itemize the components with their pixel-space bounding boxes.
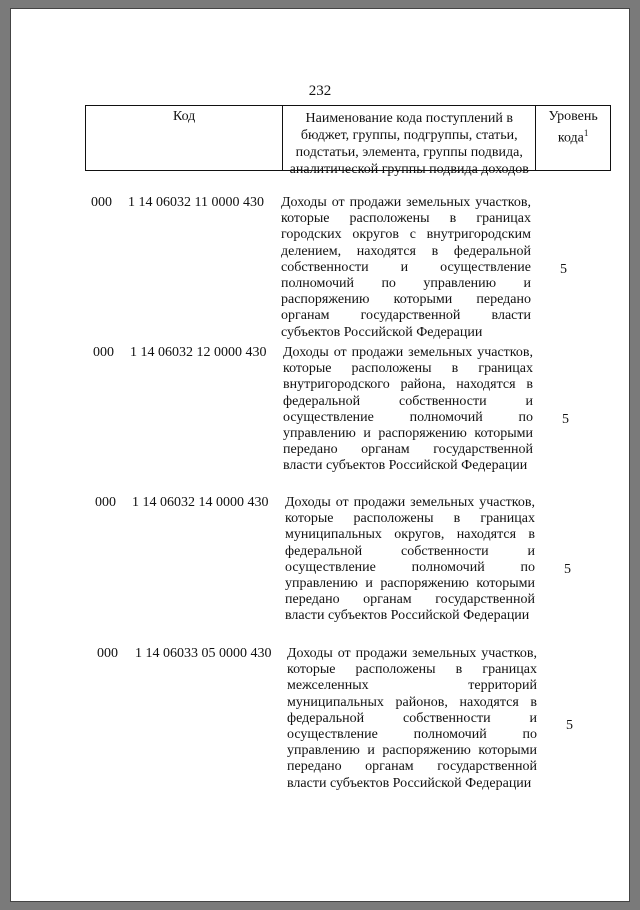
- header-level-footnote: 1: [583, 128, 589, 138]
- row-description: Доходы от продажи земельных участков, которые расположены в границах городских округов с внутригородским делением, находятся в федеральной собственности и осуществление полномочий по управлению и распоряжению которыми передано органам государственной власти субъектов Российской Федерации: [281, 195, 531, 340]
- row-admin-code: 000: [91, 195, 112, 210]
- row-income-code: 1 14 06032 14 0000 430: [132, 495, 269, 510]
- row-level: 5: [562, 412, 569, 427]
- row-admin-code: 000: [93, 345, 114, 360]
- page-number: 232: [308, 83, 332, 99]
- row-description: Доходы от продажи земельных участков, которые расположены в границах внутригородского района, находятся в федеральной собственности и осуществление полномочий по управлению и распоряжению которыми передано органам государственной власти субъектов Российской Федерации: [283, 345, 533, 474]
- header-level-label: Уровень кода: [548, 109, 598, 146]
- row-income-code: 1 14 06032 12 0000 430: [130, 345, 267, 360]
- row-description: Доходы от продажи земельных участков, которые расположены в границах межселенных территорий муниципальных районов, находятся в федеральной собственности и осуществление полномочий по управлению и распоряжению которыми передано органам государственной власти субъектов Российской Федерации: [287, 646, 537, 791]
- row-admin-code: 000: [97, 646, 118, 661]
- row-income-code: 1 14 06033 05 0000 430: [135, 646, 272, 661]
- row-income-code: 1 14 06032 11 0000 430: [128, 195, 264, 210]
- document-page: [10, 8, 630, 902]
- row-level: 5: [566, 718, 573, 733]
- table-header: [85, 105, 611, 177]
- row-level: 5: [560, 262, 567, 277]
- row-level: 5: [564, 562, 571, 577]
- header-level: [536, 106, 610, 170]
- header-code: Код: [86, 106, 283, 170]
- header-name: Наименование кода поступлений в бюджет, группы, подгруппы, статьи, подстатьи, элемента, группы подвида, аналитической группы подвида доходов: [283, 106, 536, 170]
- row-description: Доходы от продажи земельных участков, которые расположены в границах муниципальных округов, находятся в федеральной собственности и осуществление полномочий по управлению и распоряжению которыми передано органам государственной власти субъектов Российской Федерации: [285, 495, 535, 624]
- row-admin-code: 000: [95, 495, 116, 510]
